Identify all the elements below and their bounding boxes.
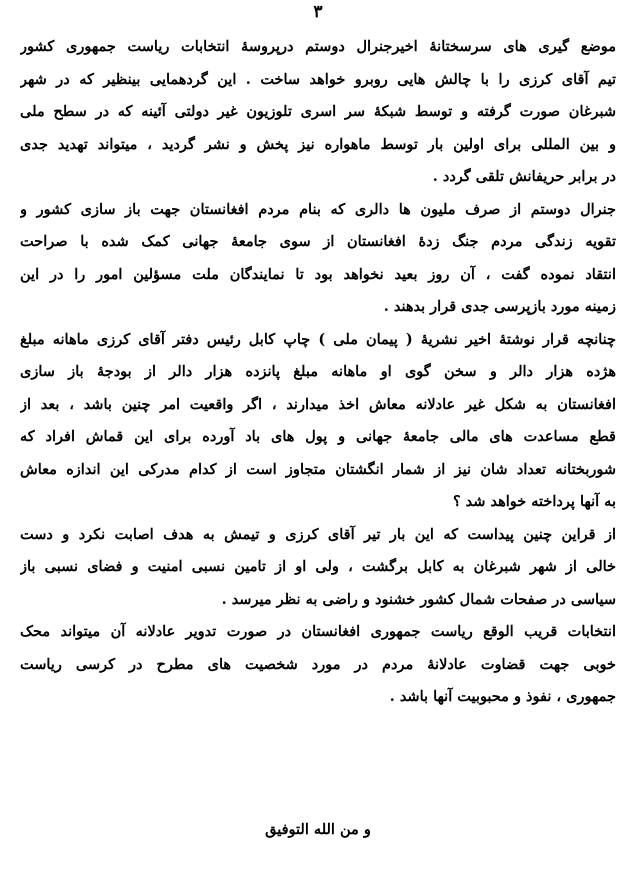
text-line: شوربختانه تعداد شان نیز از شمار انگشتان متجاوز است از کدام مدرکی این اندازه معاش: [20, 460, 616, 478]
text-line: افغانستان به شکل غیر عادلانه معاش اخذ میدارند ، اگر واقعیت امر چنین باشد ، بعد از: [20, 395, 616, 413]
text-line: سیاسی در صفحات شمال کشور خشنود و راضی به نظر میرسد .: [221, 590, 616, 608]
text-line: موضع گیری های سرسختانهٔ اخیرجنرال دوستم درپروسهٔ انتخابات ریاست جمهوری کشور: [20, 38, 616, 55]
text-line: چنانچه قرار نوشتهٔ اخیر نشریهٔ ( پیمان ملی ) چاپ کابل رئیس دفتر آقای کرزی ماهانه مبلغ: [20, 330, 616, 348]
text-line: هژده هزار دالر و سخن گوی او ماهانه مبلغ پانزده هزار دالر از بودجهٔ باز سازی: [20, 363, 616, 380]
text-line: انتخابات قریب الوقع ریاست جمهوری افغانستان در صورت تدویر عادلانه آن میتواند محک: [20, 623, 616, 640]
text-line: از قراین چنین پیداست که این بار تیر آقای کرزی و تیمش به هدف اصابت نکرد و دست: [20, 525, 616, 543]
text-line: جنرال دوستم از صرف ملیون ها دالری که بنام مردم افغانستان جهت باز سازی کشور و: [20, 200, 616, 218]
text-line: تیم آقای کرزی را با چالش هایی روبرو خواهد ساخت . این گردهمایی بینظیر که در شهر: [20, 70, 616, 88]
text-line: جمهوری ، نفوذ و محبوبیت آنها باشد .: [389, 688, 616, 705]
text-line: انتقاد نموده گفت ، آن روز بعید نخواهد بود تا نمایندگان ملت مسؤلین امور را در این: [20, 265, 616, 283]
text-line: تقویه زندگی مردم جنگ زدهٔ افغانستان از سوی جامعهٔ جهانی کمک شده با صراحت: [20, 233, 616, 250]
text-line: و بین المللی برای اولین بار توسط ماهواره نیز پخش و نشر گردید ، میتواند تهدید جدی: [20, 135, 616, 153]
text-line: قطع مساعدت های مالی جامعهٔ جهانی و پول های باد آورده برای این قماش افراد که: [20, 428, 616, 445]
text-line: خوبی جهت قضاوت عادلانهٔ مردم در مورد شخصیت های مطرح در کرسی ریاست: [20, 655, 616, 673]
text-line: زمینه مورد بازپرسی جدی قرار بدهند .: [383, 298, 616, 315]
closing-line: و من الله التوفیق: [265, 821, 371, 838]
text-line: شبرغان صورت گرفته و توسط شبکهٔ سر اسری تلوزیون غیر دولتی آئینه که در سطح ملی: [20, 103, 616, 120]
text-line: خالی از شهر شبرغان به کابل برگشت ، ولی او از تامین نسبی امنیت و فضای نسبی باز: [20, 558, 616, 575]
text-line: به آنها پرداخته خواهد شد ؟: [452, 493, 616, 510]
article-body: [20, 31, 616, 714]
text-line: در برابر حریفانش تلقی گردد .: [432, 168, 616, 185]
page-number: ۳: [313, 2, 323, 22]
